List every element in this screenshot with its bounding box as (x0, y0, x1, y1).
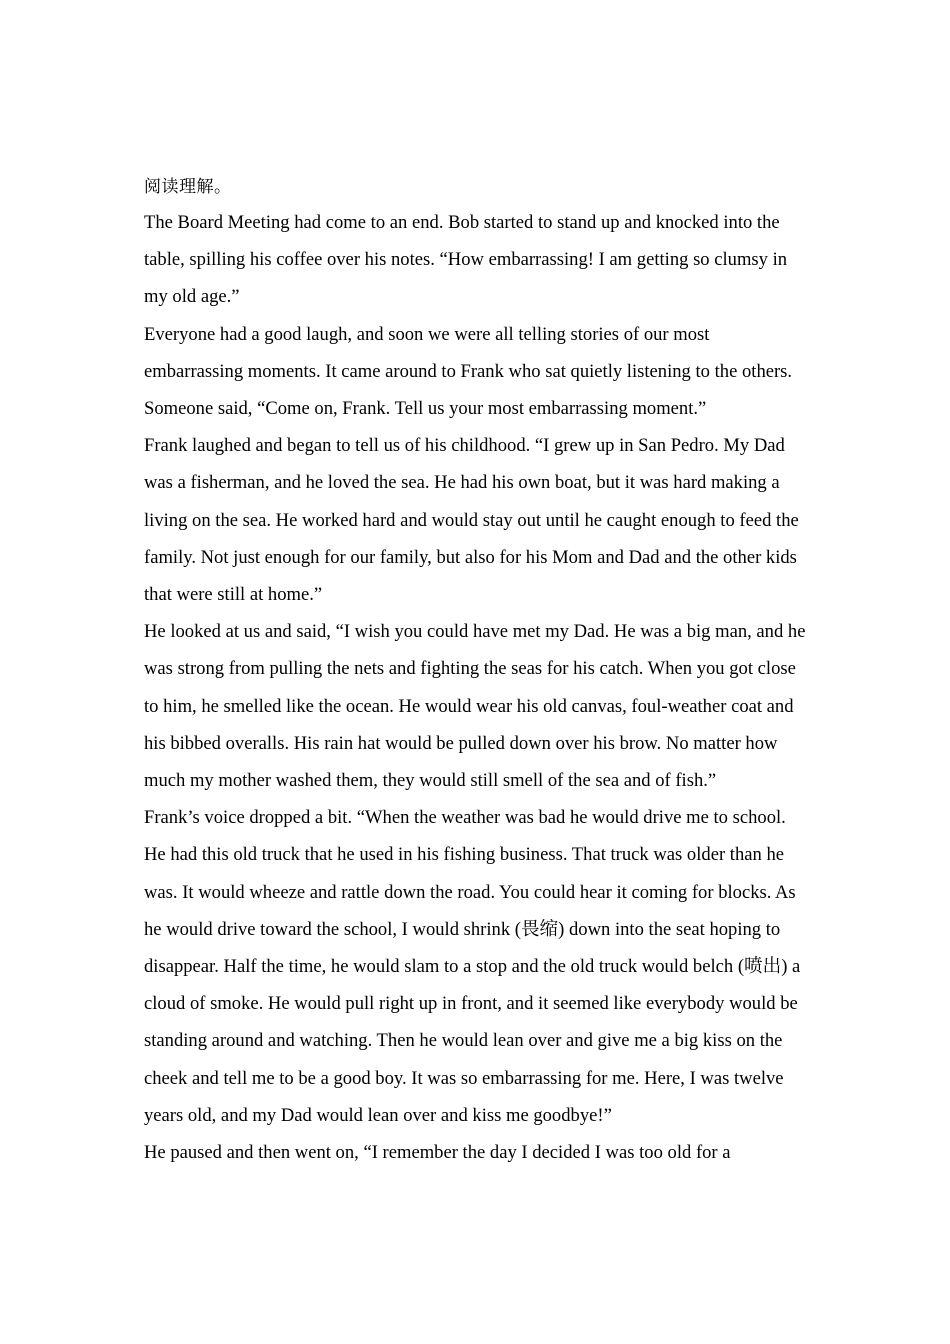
document-body (144, 170, 808, 1171)
paragraph: The Board Meeting had come to an end. Bob started to stand up and knocked into the table, spilling his coffee over his notes. “How embarrassing! I am getting so clumsy in my old age.” (144, 212, 788, 308)
paragraph: Frank laughed and began to tell us of his childhood. “I grew up in San Pedro. My Dad was a fisherman, and he loved the sea. He had his own boat, but it was hard making a living on the sea. He worked hard and would stay out until he caught enough to feed the family. Not just enough for our family, but also for his Mom and Dad and the other kids that were still at home.” (144, 435, 799, 606)
section-heading: 阅读理解。 (144, 177, 232, 197)
paragraph: Frank’s voice dropped a bit. “When the weather was bad he would drive me to school. He had this old truck that he used in his fishing business. That truck was older than he was. It would wheeze and rattle down the road. You could hear it coming for blocks. As he would drive toward the school, I would shrink (畏缩) down into the seat hoping to disappear. Half the time, he would slam to a stop and the old truck would belch (喷出) a cloud of smoke. He would pull right up in front, and it seemed like everybody would be standing around and watching. Then he would lean over and give me a big kiss on the cheek and tell me to be a good boy. It was so embarrassing for me. Here, I was twelve years old, and my Dad would lean over and kiss me goodbye!” (144, 807, 801, 1126)
paragraph: He paused and then went on, “I remember the day I decided I was too old for a (144, 1142, 731, 1164)
paragraph: He looked at us and said, “I wish you could have met my Dad. He was a big man, and he was strong from pulling the nets and fighting the seas for his catch. When you got close to him, he smelled like the ocean. He would wear his old canvas, foul-weather coat and his bibbed overalls. His rain hat would be pulled down over his brow. No matter how much my mother washed them, they would still smell of the sea and of fish.” (144, 621, 806, 792)
paragraph: Everyone had a good laugh, and soon we were all telling stories of our most embarrassing moments. It came around to Frank who sat quietly listening to the others. Someone said, “Come on, Frank. Tell us your most embarrassing moment.” (144, 323, 793, 420)
